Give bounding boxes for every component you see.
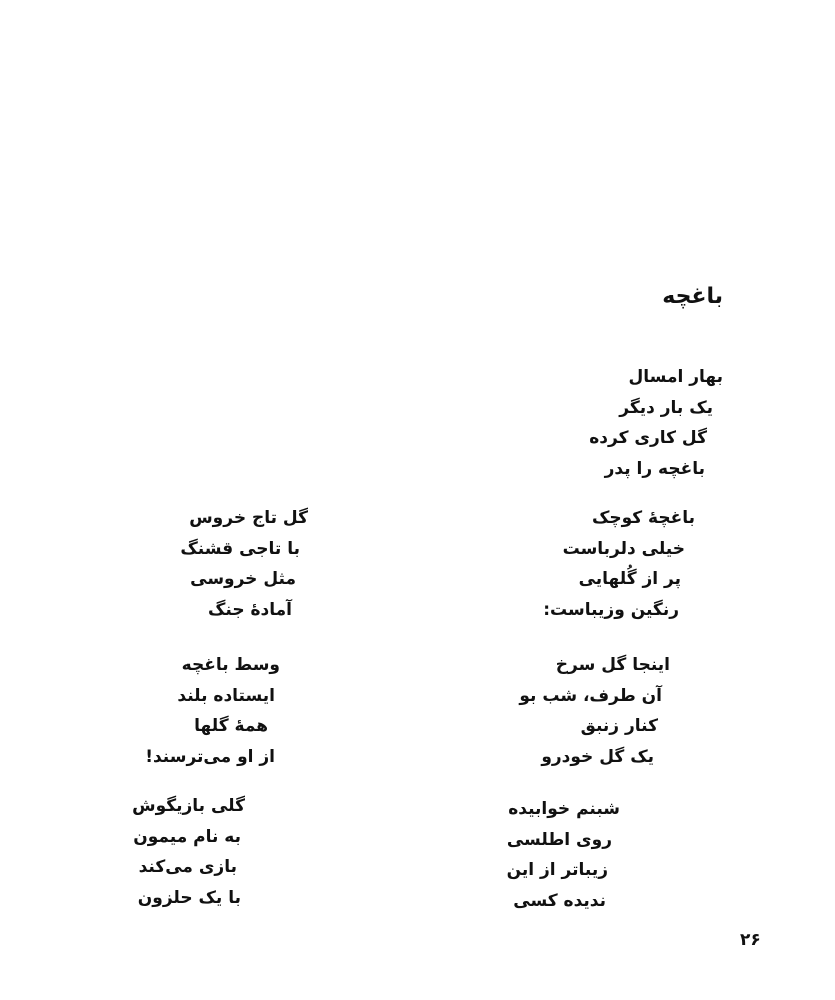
page-title: باغچه [662,284,723,309]
verse-line: گل کاری کرده [589,428,707,448]
verse-line: یک گل خودرو [541,746,654,767]
verse-line: باغچهٔ کوچک [591,508,695,528]
stanza-right-1 [589,362,735,484]
verse-line: با تاجی قشنگ [180,538,300,559]
verse-line: رنگین وزیباست: [543,599,679,620]
stanza-right-4 [507,794,620,916]
verse-line: بهار امسال [628,367,723,387]
stanza-right-3 [519,650,670,772]
verse-line: وسط باغچه [181,655,280,675]
verse-line: خیلی دلرباست [562,538,685,559]
verse-line: باغچه را پدر [604,458,705,479]
verse-line: کنار زنبق [580,716,658,736]
verse-line: مثل خروسی [190,569,296,589]
verse-line: گل تاج خروس [189,508,308,528]
stanza-right-2 [543,503,695,625]
verse-line: ایستاده بلند [177,685,275,706]
verse-line: روی اطلسی [506,829,612,850]
verse-line: بازی می‌کند [138,857,237,877]
verse-line: زیباتر از این [506,860,608,880]
stanza-left-2 [145,650,280,772]
verse-line: گلی بازیگوش [132,796,245,816]
verse-line: با یک حلزون [137,887,241,908]
verse-line: همهٔ گلها [194,716,268,736]
verse-line: شبنم خوابیده [508,799,620,819]
page-number: ۲۶ [740,930,761,950]
verse-line: اینجا گل سرخ [555,655,670,675]
verse-line: آمادهٔ جنگ [207,599,292,620]
verse-line: ندیده کسی [513,890,606,911]
verse-line: پر از گُلهایی [578,569,681,589]
stanza-left-3 [132,791,245,913]
verse-line: آن طرف، شب بو [519,685,662,706]
verse-line: از او می‌ترسند! [145,746,275,767]
stanza-left-1 [180,503,308,625]
verse-line: یک بار دیگر [619,397,713,418]
verse-line: به نام میمون [133,826,241,847]
